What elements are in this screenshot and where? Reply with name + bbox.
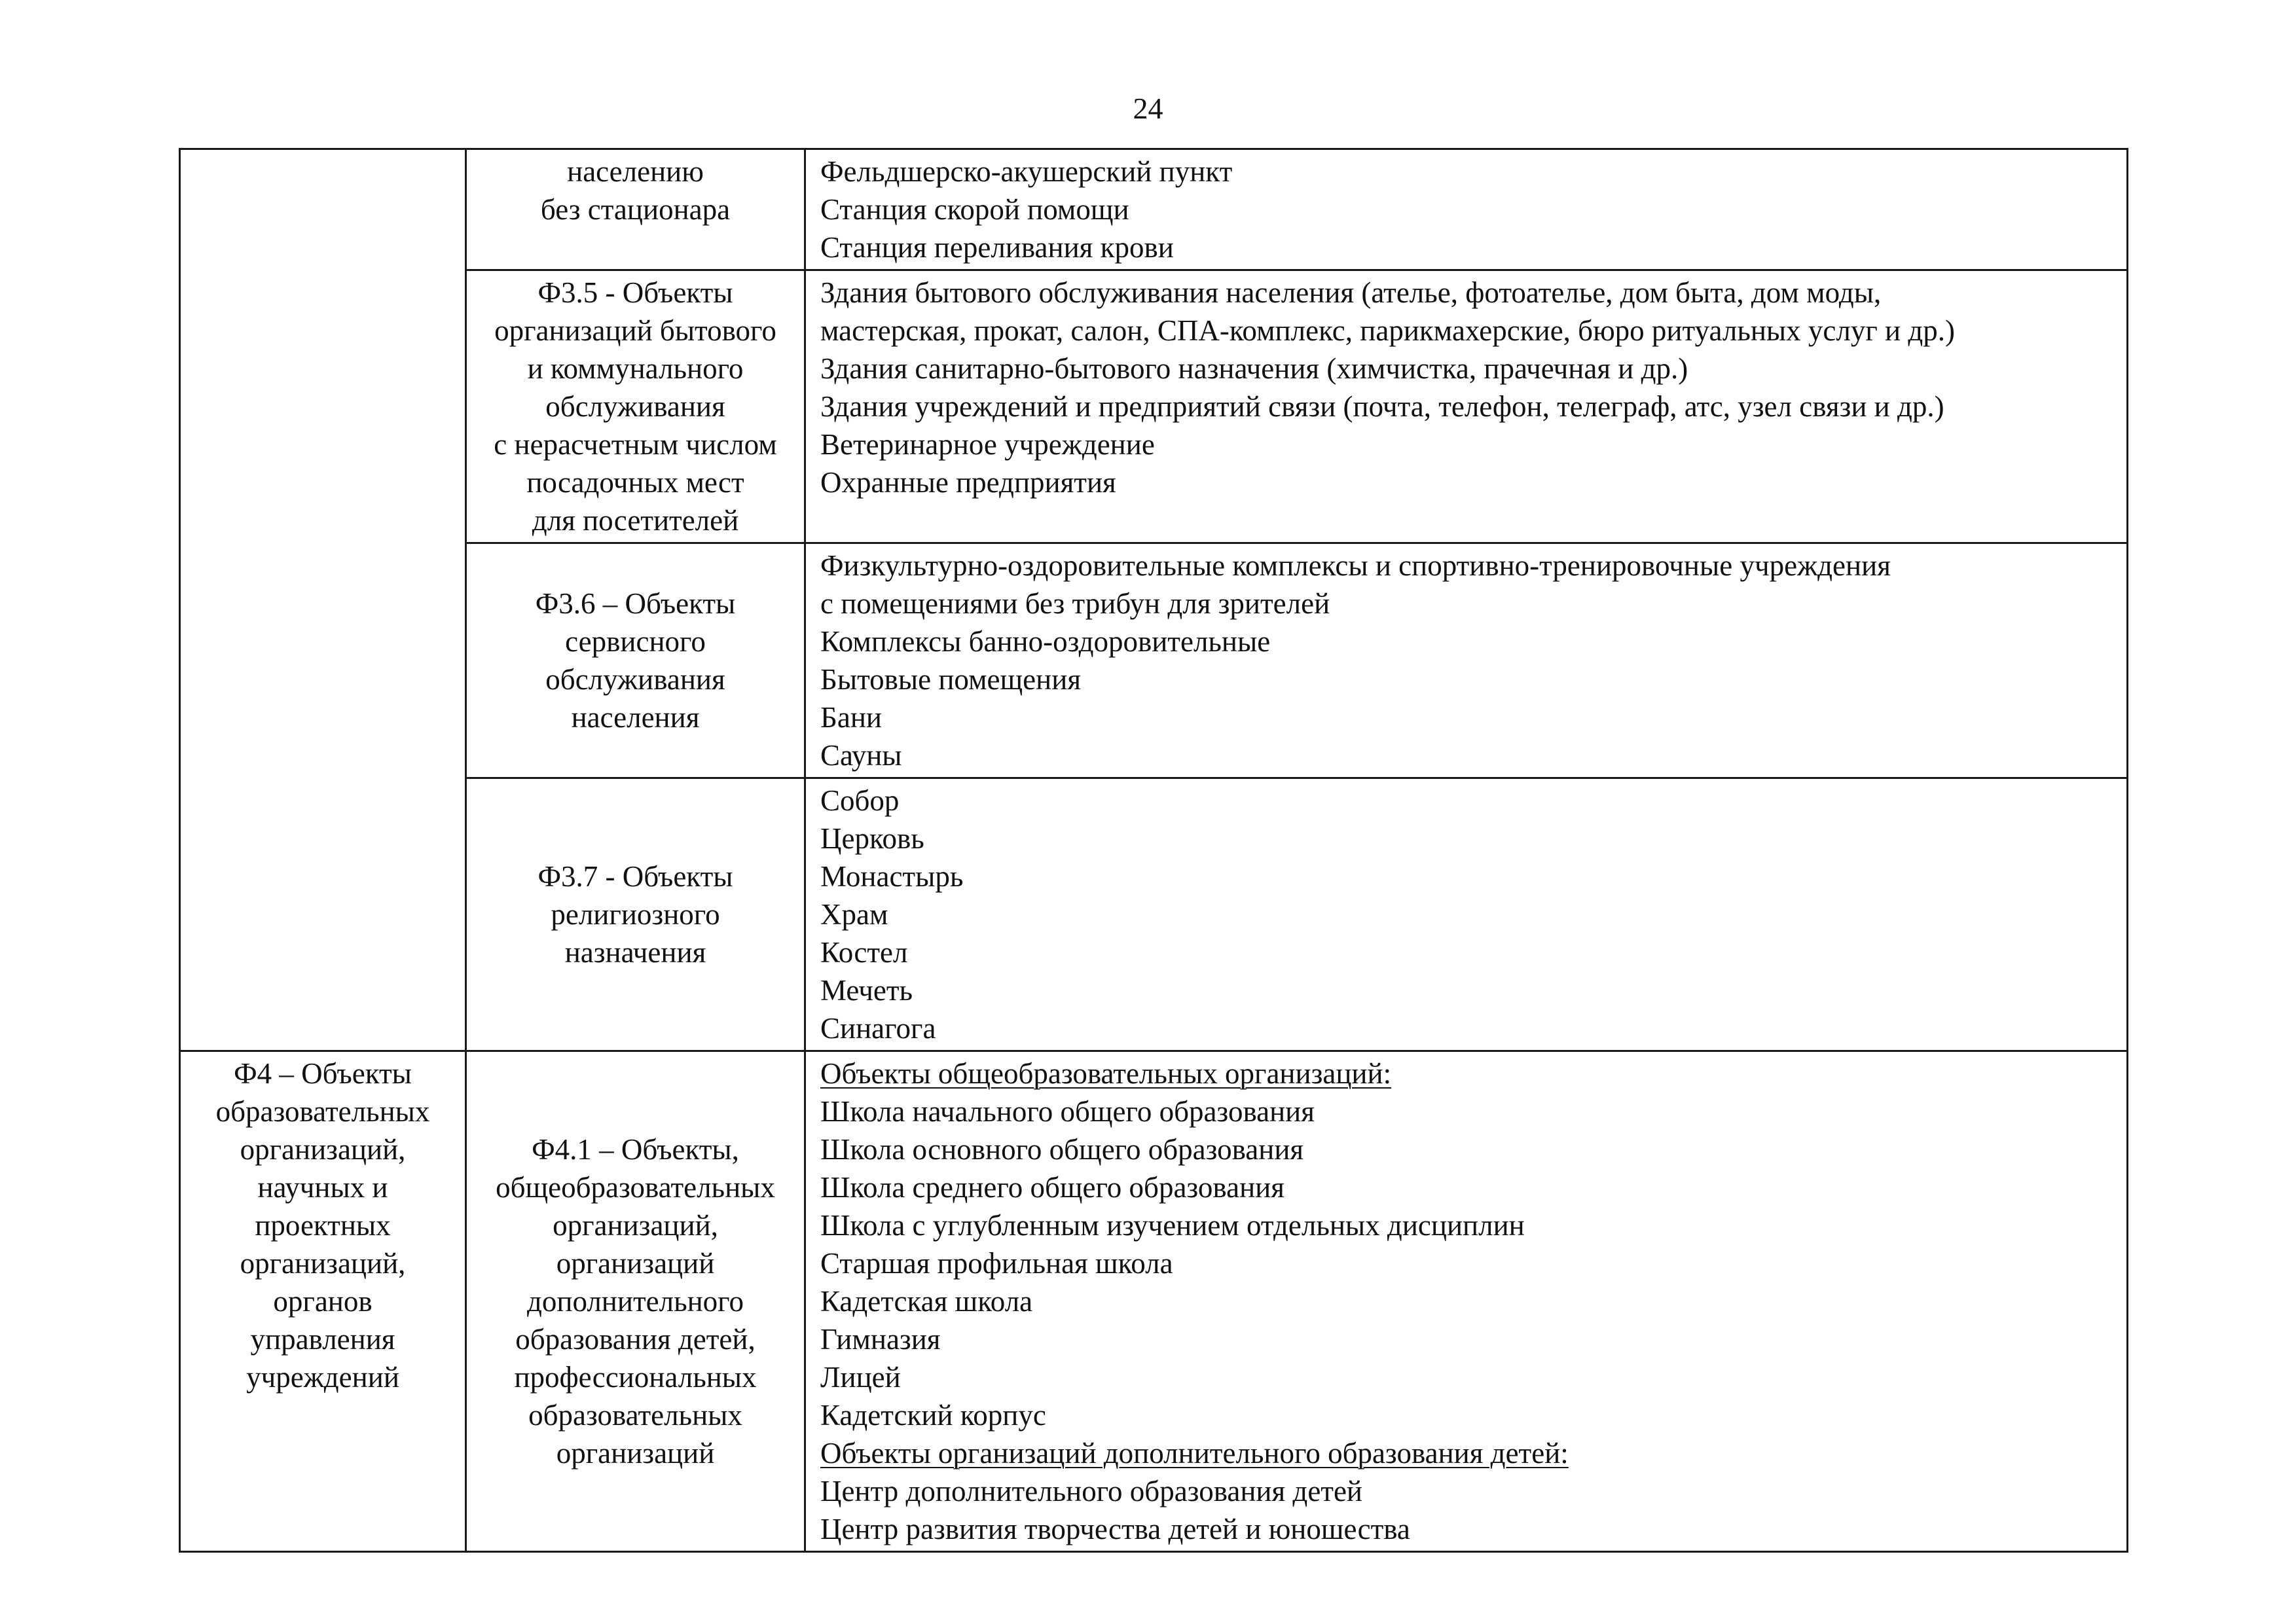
list-item: Школа основного общего образования: [820, 1133, 1304, 1166]
category-line: учреждений: [246, 1361, 399, 1394]
category-cell: [180, 1051, 466, 1552]
subcategory-line: населения: [571, 701, 700, 734]
subcategory-cell: [466, 270, 805, 543]
category-line: Ф4 – Объекты: [234, 1057, 412, 1090]
list-item: Церковь: [820, 822, 924, 855]
table-row: [180, 543, 2128, 778]
subcategory-line: назначения: [564, 936, 706, 969]
table-row: [180, 149, 2128, 270]
list-item: мастерская, прокат, салон, СПА-комплекс, парикмахерские, бюро ритуальных услуг и др.): [820, 314, 1956, 347]
list-item: Лицей: [820, 1361, 901, 1394]
list-item: Костел: [820, 936, 908, 969]
category-line: управления: [250, 1323, 395, 1356]
category-line: органов: [273, 1285, 373, 1318]
subcategory-line: населению: [567, 155, 704, 188]
subcategory-line: Ф3.6 – Объекты: [535, 587, 736, 620]
list-item: с помещениями без трибун для зрителей: [820, 587, 1330, 620]
list-item: Центр дополнительного образования детей: [820, 1475, 1363, 1507]
subcategory-line: Ф3.7 - Объекты: [538, 860, 733, 893]
subcategory-line: профессиональных: [514, 1361, 757, 1394]
list-item: Храм: [820, 898, 888, 931]
items-cell: [805, 543, 2128, 778]
category-line: организаций,: [240, 1133, 406, 1166]
category-line: организаций,: [240, 1247, 406, 1280]
list-item: Центр развития творчества детей и юношества: [820, 1513, 1410, 1545]
items-cell: [805, 1051, 2128, 1552]
subcategory-line: Ф4.1 – Объекты,: [532, 1133, 739, 1166]
list-item: Ветеринарное учреждение: [820, 428, 1155, 461]
list-item: Школа с углубленным изучением отдельных дисциплин: [820, 1209, 1525, 1242]
list-item: Кадетская школа: [820, 1285, 1033, 1318]
section-heading: Объекты общеобразовательных организаций:: [820, 1057, 1392, 1090]
classification-table: [179, 148, 2128, 1553]
list-item: Комплексы банно-оздоровительные: [820, 625, 1271, 658]
category-cell-empty: [180, 149, 466, 1051]
list-item: Кадетский корпус: [820, 1399, 1046, 1432]
table-row: [180, 1051, 2128, 1552]
subcategory-cell: [466, 543, 805, 778]
table-row: [180, 270, 2128, 543]
subcategory-line: для посетителей: [532, 504, 739, 537]
subcategory-line: Ф3.5 - Объекты: [538, 276, 733, 309]
category-line: образовательных: [215, 1095, 430, 1128]
items-cell: [805, 270, 2128, 543]
list-item: Охранные предприятия: [820, 466, 1116, 499]
table-row: [180, 778, 2128, 1051]
list-item: Старшая профильная школа: [820, 1247, 1173, 1280]
subcategory-line: религиозного: [551, 898, 720, 931]
list-item: Синагога: [820, 1012, 936, 1045]
list-item: Фельдшерско-акушерский пункт: [820, 155, 1233, 188]
list-item: Физкультурно-оздоровительные комплексы и спортивно-тренировочные учреждения: [820, 549, 1891, 582]
list-item: Станция переливания крови: [820, 231, 1174, 264]
subcategory-line: образовательных: [528, 1399, 742, 1432]
list-item: Собор: [820, 784, 900, 817]
section-heading: Объекты организаций дополнительного образования детей:: [820, 1437, 1569, 1470]
subcategory-cell: [466, 1051, 805, 1552]
list-item: Станция скорой помощи: [820, 193, 1129, 226]
list-item: Школа среднего общего образования: [820, 1171, 1285, 1204]
subcategory-line: организаций: [556, 1437, 715, 1470]
list-item: Здания бытового обслуживания населения (ателье, фотоателье, дом быта, дом моды,: [820, 276, 1882, 309]
items-cell: [805, 778, 2128, 1051]
subcategory-line: и коммунального: [527, 352, 744, 385]
list-item: Школа начального общего образования: [820, 1095, 1315, 1128]
subcategory-cell: [466, 149, 805, 270]
subcategory-line: без стационара: [540, 193, 731, 226]
list-item: Бытовые помещения: [820, 663, 1082, 696]
subcategory-cell: [466, 778, 805, 1051]
list-item: Мечеть: [820, 974, 913, 1007]
subcategory-line: посадочных мест: [526, 466, 744, 499]
subcategory-line: сервисного: [565, 625, 706, 658]
subcategory-line: обслуживания: [545, 390, 725, 423]
list-item: Бани: [820, 701, 882, 734]
list-item: Сауны: [820, 739, 902, 772]
items-cell: [805, 149, 2128, 270]
subcategory-line: образования детей,: [515, 1323, 756, 1356]
page-number: 24: [1133, 92, 1163, 125]
list-item: Монастырь: [820, 860, 964, 893]
subcategory-line: организаций: [556, 1247, 715, 1280]
subcategory-line: дополнительного: [526, 1285, 744, 1318]
list-item: Здания санитарно-бытового назначения (химчистка, прачечная и др.): [820, 352, 1688, 385]
subcategory-line: организаций,: [553, 1209, 718, 1242]
subcategory-line: с нерасчетным числом: [494, 428, 777, 461]
category-line: научных и: [257, 1171, 388, 1204]
subcategory-line: обслуживания: [545, 663, 725, 696]
subcategory-line: организаций бытового: [494, 314, 776, 347]
list-item: Гимназия: [820, 1323, 941, 1356]
list-item: Здания учреждений и предприятий связи (почта, телефон, телеграф, атс, узел связи и др.): [820, 390, 1944, 423]
subcategory-line: общеобразовательных: [496, 1171, 775, 1204]
category-line: проектных: [255, 1209, 391, 1242]
